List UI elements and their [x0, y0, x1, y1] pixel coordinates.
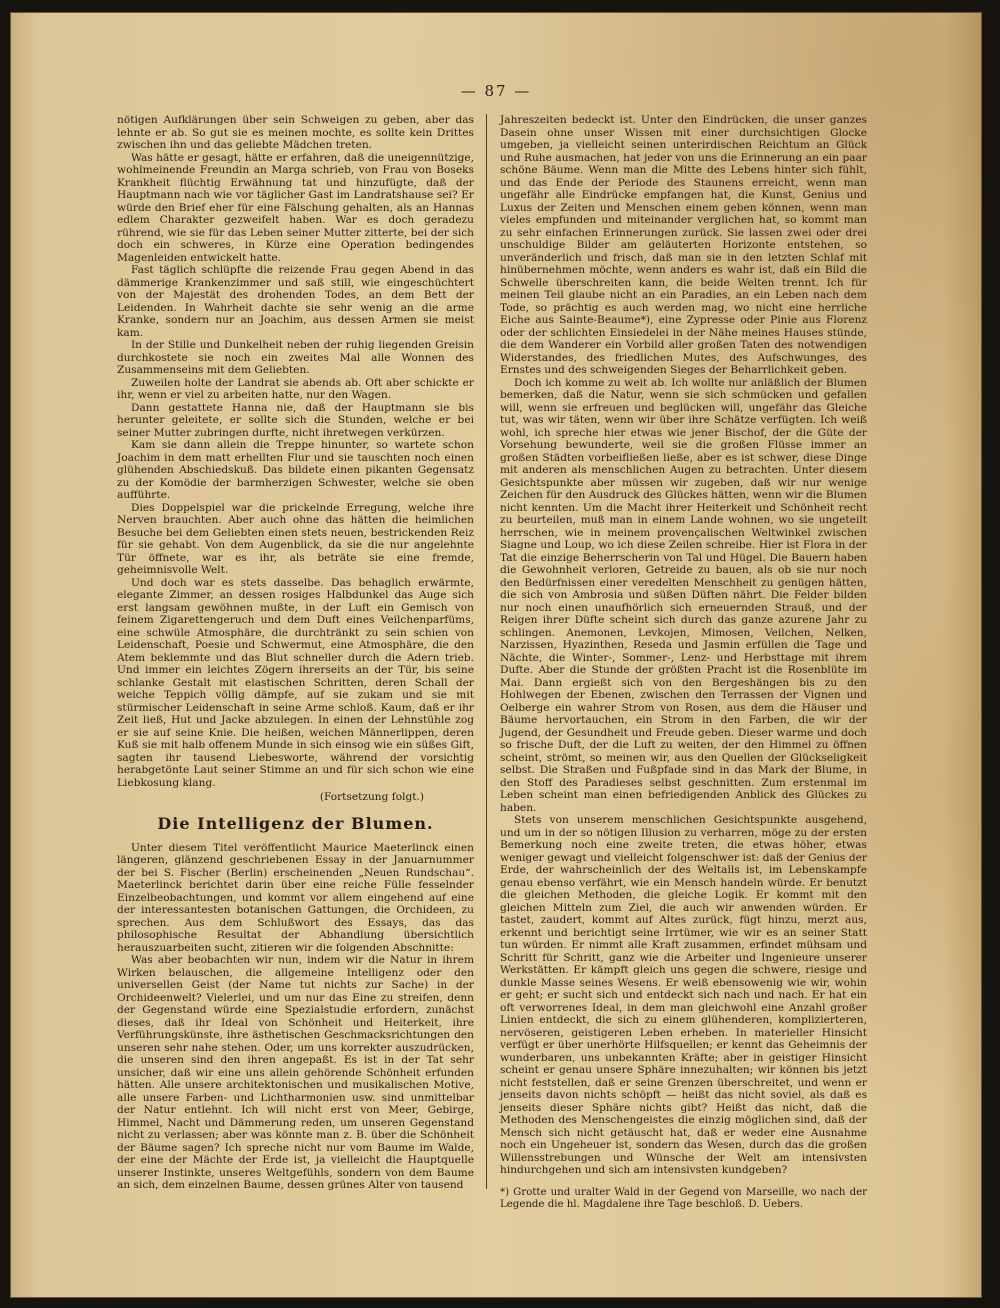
paragraph: Was hätte er gesagt, hätte er erfahren, daß die uneigennützige, wohlmeinende Freundin an Marga schrieb, von Frau von Boseks Krankheit flüchtig Erwähnung tat und hinzufügte, daß der Hauptmann nach wie vor täglicher Gast im Landratshause sei? Er würde den Brief eher für eine Fälschung gehalten, als an Hannas edlem Charakter gezweifelt haben. War es doch geradezu rührend, wie sie für das Leben seiner Mutter zitterte, bei der sich doch ein schweres, in Kürze eine Operation bedingendes Magenleiden entwickelt hatte.	[117, 151, 474, 264]
article-text-left	[117, 842, 474, 1192]
article-text-right	[500, 114, 867, 1177]
paragraph: Zuweilen holte der Landrat sie abends ab. Oft aber schickte er ihr, wenn er viel zu arbeiten hatte, nur den Wagen.	[117, 376, 474, 401]
paragraph: Doch ich komme zu weit ab. Ich wollte nur anläßlich der Blumen bemerken, daß die Natur, wenn sie sich schmücken und gefallen will, wenn sie erfreuen und beglücken will, ungefähr das Gleiche tut, was wir täten, wenn wir über ihre Schätze verfügten. Ich weiß wohl, ich spreche hier etwas wie jener Bischof, der die Güte der Vorsehung bewunderte, weil sie die großen Flüsse immer an großen Städten vorbeifließen ließe, aber es ist schwer, diese Dinge mit anderen als menschlichen Augen zu betrachten. Unter diesem Gesichtspunkte aber müssen wir zugeben, daß wir nur wenige Zeichen für den Ausdruck des Glückes hätten, wenn wir die Blumen nicht kennten. Um die Macht ihrer Heiterkeit und Schönheit recht zu beurteilen, muß man in einem Lande wohnen, wo sie ungeteilt herrschen, wie in meinem provençalischen Weltwinkel zwischen Siagne und Loup, wo ich diese Zeilen schreibe. Hier ist Flora in der Tat die einzige Beherrscherin von Tal und Hügel. Die Bauern haben die Gewohnheit verloren, Getreide zu bauen, als ob sie nur noch den Bedürfnissen einer veredelten Menschheit zu genügen hätten, die sich von Ambrosia und süßen Düften nährt. Die Felder bilden nur noch einen unaufhörlich sich erneuernden Strauß, und der Reigen ihrer Düfte scheint sich durch das ganze azurene Jahr zu schlingen. Anemonen, Levkojen, Mimosen, Veilchen, Nelken, Narzissen, Hyazinthen, Reseda und Jasmin erfüllen die Tage und Nächte, die Winter-, Sommer-, Lenz- und Herbsttage mit ihrem Dufte. Aber die Stunde der größten Pracht ist die Rosenblüte im Mai. Dann ergießt sich von den Bergeshängen bis zu den Hohlwegen der Ebenen, zwischen den Terrassen der Vignen und Oelberge ein wahrer Strom von Rosen, aus dem die Häuser und Bäume hervortauchen, ein Strom in den Farben, die wir der Jugend, der Gesundheit und Freude geben. Dieser warme und doch so frische Duft, der die Luft zu weiten, der den Himmel zu öffnen scheint, strömt, so meinen wir, aus den Quellen der Glückseligkeit selbst. Die Straßen und Fußpfade sind in das Mark der Blume, in den Stoff des Paradieses selbst geschnitten. Zum erstenmal im Leben scheint man einen befriedigenden Anblick des Glückes zu haben.	[500, 376, 867, 814]
footnote: *) Grotte und uralter Wald in der Gegend von Marseille, wo nach der Legende die hl. Magdalene ihre Tage beschloß. D. Uebers.	[500, 1186, 867, 1210]
paragraph: Unter diesem Titel veröffentlicht Maurice Maeterlinck einen längeren, glänzend geschriebenen Essay in der Januarnummer der bei S. Fischer (Berlin) erscheinenden „Neuen Rundschau“. Maeterlinck berichtet darin über eine reiche Fülle fesselnder Einzelbeobachtungen, und kommt vor allem eingehend auf eine der interessantesten botanischen Gattungen, die Orchideen, zu sprechen. Aus dem Schlußwort des Essays, das das philosophische Resultat der Abhandlung übersichtlich herauszuarbeiten sucht, zitieren wir die folgenden Abschnitte:	[117, 841, 474, 954]
paragraph: Jahreszeiten bedeckt ist. Unter den Eindrücken, die unser ganzes Dasein ohne unser Wissen mit einer durchsichtigen Glocke umgeben, ja vielleicht seinen unterirdischen Reichtum an Glück und Ruhe ausmachen, hat jeder von uns die Erinnerung an ein paar schöne Bäume. Wenn man die Mitte des Lebens hinter sich fühlt, und das Ende der Periode des Staunens erreicht, wenn man ungefähr alle Eindrücke empfangen hat, die Kunst, Genius und Luxus der Zeiten und Menschen einem geben können, wenn man vieles empfunden und miteinander verglichen hat, so kommt man zu sehr einfachen Erinnerungen zurück. Sie lassen zwei oder drei unschuldige Bilder am geläuterten Horizonte entstehen, so unveränderlich und frisch, daß man sie in den letzten Schlaf mit hinübernehmen möchte, wenn anders es wahr ist, daß ein Bild die Schwelle überschreiten kann, die beide Welten trennt. Ich für meinen Teil glaube nicht an ein Paradies, an ein Leben nach dem Tode, so prächtig es auch werden mag, wo nicht eine herrliche Eiche aus Sainte-Beaume*), eine Zypresse oder Pinie aus Florenz oder der schlichten Einsiedelei in der Nähe meines Hauses stünde, die dem Wanderer ein Vorbild aller großen Taten des notwendigen Widerstandes, des friedlichen Mutes, des Aufschwunges, des Ernstes und des schweigenden Sieges der Beharrlichkeit geben.	[500, 114, 867, 376]
page-number: — 87 —	[460, 82, 532, 100]
continuation-note: (Fortsetzung folgt.)	[319, 791, 424, 803]
paragraph: Was aber beobachten wir nun, indem wir die Natur in ihrem Wirken belauschen, die allgemeine Intelligenz oder den universellen Geist (der Name tut nichts zur Sache) in der Orchideenwelt? Vielerlei, und um nur das Eine zu streifen, denn der Gegenstand würde eine Spezialstudie erfordern, zunächst dieses, daß ihr Ideal von Schönheit und Heiterkeit, ihre Verführungskünste, ihre ästhetischen Geschmacksrichtungen den unseren sehr nahe stehen. Oder, um uns korrekter auszudrücken, die unseren sind den ihren angepaßt. Es ist in der Tat sehr unsicher, daß wir eine uns allein gehörende Schönheit erfunden hätten. Alle unsere architektonischen und musikalischen Motive, alle unsere Farben- und Lichtharmonien usw. sind unmittelbar der Natur entlehnt. Ich will nicht erst von Meer, Gebirge, Himmel, Nacht und Dämmerung reden, um unseren Gegenstand nicht zu verlassen; aber was könnte man z. B. über die Schönheit der Bäume sagen? Ich spreche nicht nur vom Baume im Walde, der eine der Mächte der Erde ist, ja vielleicht die Hauptquelle unserer Instinkte, unseres Weltgefühls, sondern von dem Baume an sich, dem einzelnen Baume, dessen grünes Alter von tausend	[117, 954, 474, 1191]
paragraph: Dann gestattete Hanna nie, daß der Hauptmann sie bis herunter geleitete, er sollte sich die Stunden, welche er bei seiner Mutter zubringen durfte, nicht ihretwegen verkürzen.	[117, 401, 474, 439]
left-column	[117, 114, 474, 1204]
paragraph: In der Stille und Dunkelheit neben der ruhig liegenden Greisin durchkostete sie noch ein zweites Mal alle Wonnen des Zusammenseins mit dem Geliebten.	[117, 339, 474, 376]
paragraph: Und doch war es stets dasselbe. Das behaglich erwärmte, elegante Zimmer, an dessen rosiges Halbdunkel das Auge sich erst langsam gewöhnen mußte, in der Luft ein Gemisch von feinem Zigarettengeruch und dem Duft eines Veilchenparfüms, eine schwüle Atmosphäre, die durchtränkt zu sein schien von Leidenschaft, Poesie und Schwermut, eine Atmosphäre, die den Atem beklemmte und das Blut schneller durch die Adern trieb. Und immer ein leichtes Zögern ihrerseits an der Tür, bis seine schlanke Gestalt mit elastischen Schritten, deren Schall der weiche Teppich völlig dämpfe, auf sie zukam und sie mit stürmischer Leidenschaft in seine Arme schloß. Kaum, daß er ihr Zeit ließ, Hut und Jacke abzulegen. In einen der Lehnstühle zog er sie auf seine Knie. Die heißen, weichen Männerlippen, deren Kuß sie mit halb offenem Munde in sich einsog wie ein süßes Gift, sagten ihr tausend Liebesworte, während der vorsichtig herabgetönte Laut seiner Stimme an und für sich schon wie eine Liebkosung klang.	[117, 576, 474, 789]
right-column	[500, 114, 867, 1210]
article-title: Die Intelligenz der Blumen.	[157, 813, 434, 833]
paragraph: Fast täglich schlüpfte die reizende Frau gegen Abend in das dämmerige Krankenzimmer und saß still, wie eingeschüchtert von der Majestät des drohenden Todes, an dem Bett der Leidenden. In Wahrheit dachte sie sehr wenig an die arme Kranke, sondern nur an Joachim, aus dessen Armen sie meist kam.	[117, 264, 474, 339]
newspaper-page	[10, 12, 982, 1298]
paragraph: nötigen Aufklärungen über sein Schweigen zu geben, aber das lehnte er ab. So gut sie es meinen mochte, es sollte kein Drittes zwischen ihn und das geliebte Mädchen treten.	[117, 114, 474, 151]
serial-novel-text	[117, 114, 474, 789]
paragraph: Kam sie dann allein die Treppe hinunter, so wartete schon Joachim in dem matt erhellten Flur und sie tauschten noch einen glühenden Abschiedskuß. Das bildete einen pikanten Gegensatz zu der Komödie der barmherzigen Schwester, welche sie oben aufführte.	[117, 439, 474, 501]
paragraph: Stets von unserem menschlichen Gesichtspunkte ausgehend, und um in der so nötigen Illusion zu verharren, möge zu der ersten Bemerkung noch eine zweite treten, die etwas höher, etwas weniger gewagt und vielleicht folgenschwer ist: daß der Genius der Erde, der wahrscheinlich der des Weltalls ist, im Lebenskampfe genau ebenso verfährt, wie ein Mensch handeln würde. Er benutzt die gleichen Methoden, die gleiche Logik. Er kommt mit den gleichen Mitteln zum Ziel, die auch wir anwenden würden. Er tastet, zaudert, kommt auf Altes zurück, fügt hinzu, merzt aus, erkennt und berichtigt seine Irrtümer, wie wir es an seiner Statt tun würden. Er nimmt alle Kraft zusammen, erfindet mühsam und Schritt für Schritt, ganz wie die Arbeiter und Ingenieure unserer Werkstätten. Er kämpft gleich uns gegen die schwere, riesige und dunkle Masse seines Wesens. Er weiß ebensowenig wie wir, wohin er geht; er sucht sich und entdeckt sich nach und nach. Er hat ein oft verworrenes Ideal, in dem man gleichwohl eine Anzahl großer Linien entdeckt, die sich zu einem glühenderen, komplizierteren, nervöseren, geistigeren Leben erheben. In materieller Hinsicht verfügt er über unerhörte Hilfsquellen; er kennt das Geheimnis der wunderbaren, uns unbekannten Kräfte; aber in geistiger Hinsicht scheint er genau unsere Sphäre innezuhalten; wir können bis jetzt nicht feststellen, daß er seine Grenzen überschreitet, und wenn er jenseits davon nichts schöpft — heißt das nicht soviel, als daß es jenseits dieser Sphäre nichts gibt? Heißt das nicht, daß die Methoden des Menschengeistes die einzig möglichen sind, daß der Mensch sich nicht getäuscht hat, daß er weder eine Ausnahme noch ein Ungeheuer ist, sondern das Wesen, durch das die großen Willensstrebungen und Wünsche der Welt am intensivsten hindurchgehen und sich am intensivsten kundgeben?	[500, 814, 867, 1176]
column-divider	[486, 114, 487, 1189]
paragraph: Dies Doppelspiel war die prickelnde Erregung, welche ihre Nerven brauchten. Aber auch ohne das hätten die heimlichen Besuche bei dem Geliebten einen stets neuen, bestrickenden Reiz für sie gehabt. Von dem Augenblick, da sie die nur angelehnte Tür öffnete, war es ihr, als beträte sie eine fremde, geheimnisvolle Welt.	[117, 501, 474, 576]
